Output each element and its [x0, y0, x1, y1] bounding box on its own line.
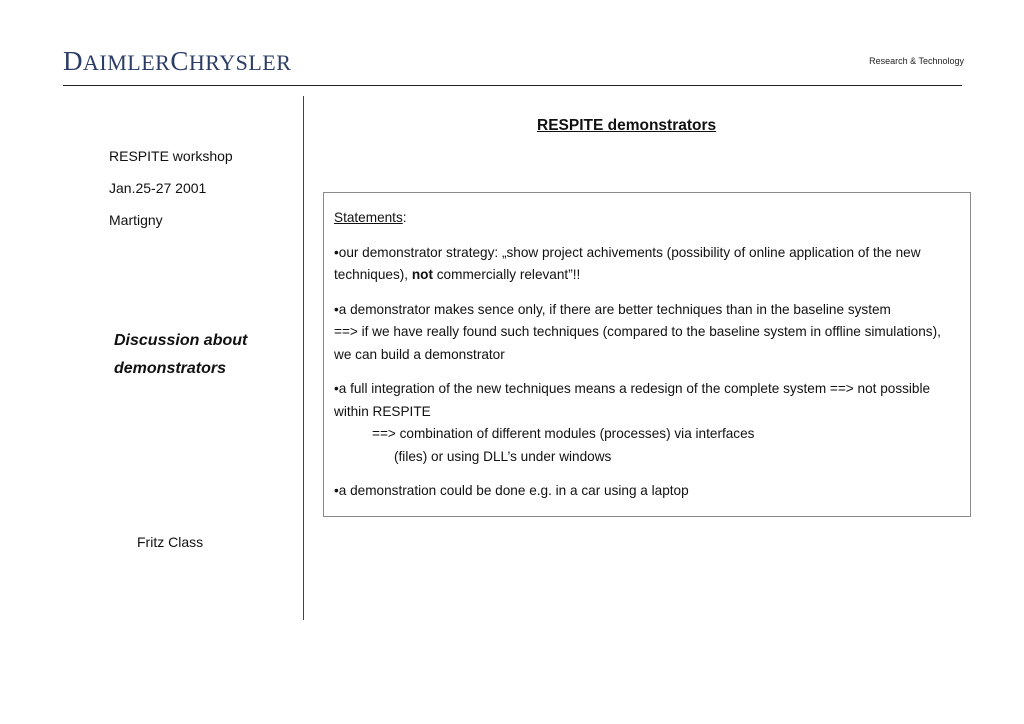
- bullet-integration-line-1: •a full integration of the new techniques means a redesign of the complete system ==> not possible within RESPITE: [334, 381, 931, 419]
- statements-heading: [334, 207, 962, 230]
- date-label: Jan.25-27 2001: [109, 180, 207, 196]
- bullet-integration-line-2: ==> combination of different modules (processes) via interfaces: [372, 426, 755, 441]
- bullet-strategy-bold: not: [411, 267, 433, 282]
- department-label: Research & Technology: [869, 56, 964, 66]
- bullet-demonstration: •a demonstration could be done e.g. in a car using a laptop: [334, 483, 689, 498]
- discussion-line-1: Discussion about: [114, 332, 248, 349]
- bullet-sense: [334, 299, 962, 367]
- bullet-sense-line-2: ==> if we have really found such techniques (compared to the baseline system in offline simulations), we can build a demonstrator: [334, 324, 941, 362]
- workshop-label: RESPITE workshop: [109, 148, 233, 164]
- location-label: Martigny: [109, 212, 163, 228]
- bullet-sense-line-1: •a demonstrator makes sence only, if there are better techniques than in the baseline system: [334, 301, 891, 317]
- author-name: Fritz Class: [137, 534, 204, 550]
- slide-title: RESPITE demonstrators: [537, 117, 717, 134]
- logo-text-hrysler: HRYSLER: [188, 50, 292, 75]
- logo-letter-c: C: [170, 46, 189, 76]
- bullet-integration-line-3: (files) or using DLL’s under windows: [394, 448, 612, 464]
- logo-text-aimler: AIMLER: [83, 50, 171, 75]
- bullet-strategy: [334, 242, 962, 287]
- discussion-line-2: demonstrators: [114, 360, 227, 377]
- sidebar-divider: [303, 96, 304, 620]
- discussion-heading: [114, 327, 294, 383]
- daimlerchrysler-logo: [63, 46, 291, 77]
- statements-colon: :: [402, 210, 407, 225]
- logo-letter-d: D: [63, 46, 83, 76]
- bullet-integration: [334, 378, 962, 468]
- bullet-strategy-text-1: •our demonstrator strategy: „show project achivements (possibility of online application of the new techniques),: [334, 244, 921, 282]
- bullet-strategy-text-2: commercially relevant”!!: [432, 267, 581, 282]
- header-divider: [63, 85, 962, 86]
- statements-box: [323, 192, 971, 517]
- statements-label: Statements: [334, 210, 403, 225]
